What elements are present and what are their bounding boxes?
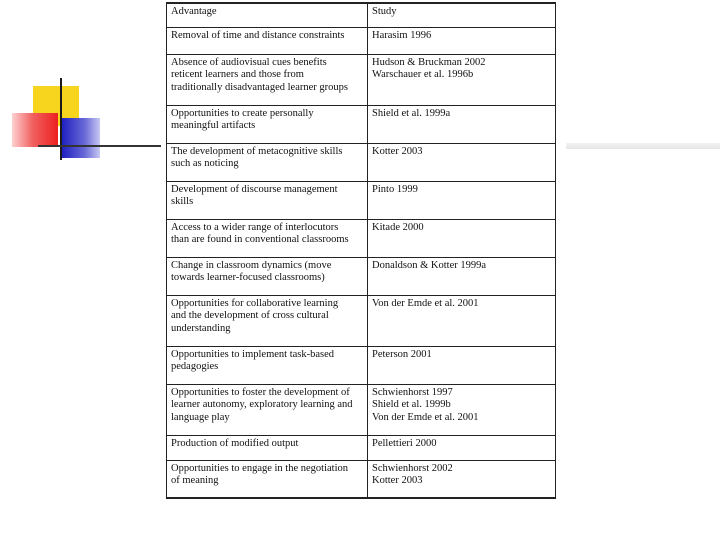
advantage-text: Opportunities to create personally — [171, 107, 314, 119]
advantage-cell — [167, 54, 368, 105]
advantage-text: and the development of cross cultural — [171, 310, 329, 321]
advantage-text: traditionally disadvantaged learner groups — [171, 81, 348, 93]
decor-horizontal-line — [38, 145, 161, 147]
advantage-text: such as noticing — [171, 158, 239, 169]
advantage-text: Opportunities to foster the development of — [171, 386, 350, 398]
study-cell — [368, 105, 556, 143]
table-row — [167, 54, 556, 105]
advantage-text: Production of modified output — [171, 437, 299, 449]
table-row — [167, 460, 556, 498]
study-text: Harasim 1996 — [372, 29, 432, 41]
header-study: Study — [368, 3, 556, 27]
study-text: Hudson & Bruckman 2002 — [372, 56, 486, 68]
study-text: Von der Emde et al. 2001 — [372, 297, 479, 309]
advantage-cell — [167, 295, 368, 346]
advantage-text: of meaning — [171, 475, 219, 486]
study-cell — [368, 257, 556, 295]
study-text: Peterson 2001 — [372, 348, 432, 360]
advantages-studies-table — [166, 2, 556, 499]
advantage-text: Absence of audiovisual cues benefits — [171, 56, 327, 68]
advantage-cell — [167, 219, 368, 257]
study-text: Schwienhorst 1997 — [372, 386, 453, 398]
advantage-text: Opportunities to implement task-based — [171, 348, 335, 360]
advantage-cell — [167, 435, 368, 460]
study-cell — [368, 54, 556, 105]
advantage-text: pedagogies — [171, 361, 219, 372]
study-cell — [368, 460, 556, 498]
study-cell — [368, 143, 556, 181]
table-body — [167, 3, 556, 498]
decor-red-square — [12, 113, 58, 147]
advantage-text: Access to a wider range of interlocutors — [171, 221, 339, 233]
table-row — [167, 181, 556, 219]
study-cell — [368, 295, 556, 346]
table-row — [167, 346, 556, 384]
study-cell — [368, 181, 556, 219]
advantage-text: Development of discourse management — [171, 183, 338, 195]
table-row — [167, 384, 556, 435]
advantage-text: reticent learners and those from — [171, 69, 304, 80]
table-row — [167, 105, 556, 143]
advantage-text: understanding — [171, 322, 231, 334]
table-row — [167, 435, 556, 460]
decor-vertical-line — [60, 78, 62, 160]
advantage-text: than are found in conventional classrooms — [171, 234, 349, 245]
advantage-cell — [167, 257, 368, 295]
study-text: Schwienhorst 2002 — [372, 462, 453, 474]
study-text: Kitade 2000 — [372, 221, 424, 233]
advantage-text: towards learner-focused classrooms) — [171, 272, 325, 283]
study-cell — [368, 346, 556, 384]
decor-blue-square — [62, 118, 100, 158]
table-header-row — [167, 3, 556, 27]
advantage-cell — [167, 27, 368, 54]
advantage-text: Opportunities to engage in the negotiation — [171, 462, 349, 474]
header-advantage: Advantage — [167, 3, 368, 27]
table-row — [167, 219, 556, 257]
study-cell — [368, 384, 556, 435]
advantage-cell — [167, 384, 368, 435]
table-row — [167, 257, 556, 295]
study-text: Pellettieri 2000 — [372, 437, 437, 449]
table-row — [167, 143, 556, 181]
study-cell — [368, 27, 556, 54]
study-text: Kotter 2003 — [372, 145, 423, 157]
advantage-text: Change in classroom dynamics (move — [171, 259, 332, 271]
study-text: Donaldson & Kotter 1999a — [372, 259, 487, 271]
advantage-cell — [167, 346, 368, 384]
study-text: Von der Emde et al. 2001 — [372, 411, 479, 423]
advantage-text: Opportunities for collaborative learning — [171, 297, 339, 309]
advantage-text: Removal of time and distance constraints — [171, 29, 345, 41]
study-cell — [368, 435, 556, 460]
advantage-cell — [167, 143, 368, 181]
study-text: Warschauer et al. 1996b — [372, 69, 474, 80]
study-text: Shield et al. 1999b — [372, 399, 451, 410]
study-text: Pinto 1999 — [372, 183, 418, 195]
decor-right-rule — [566, 143, 720, 149]
advantage-cell — [167, 181, 368, 219]
study-text: Kotter 2003 — [372, 475, 423, 486]
advantage-cell — [167, 460, 368, 498]
advantage-text: meaningful artifacts — [171, 120, 256, 131]
advantage-text: The development of metacognitive skills — [171, 145, 343, 157]
study-cell — [368, 219, 556, 257]
study-text: Shield et al. 1999a — [372, 107, 451, 119]
table-row — [167, 295, 556, 346]
advantage-text: language play — [171, 411, 230, 423]
advantage-text: learner autonomy, exploratory learning and — [171, 399, 353, 410]
advantage-cell — [167, 105, 368, 143]
advantage-text: skills — [171, 196, 194, 207]
table-row — [167, 27, 556, 54]
